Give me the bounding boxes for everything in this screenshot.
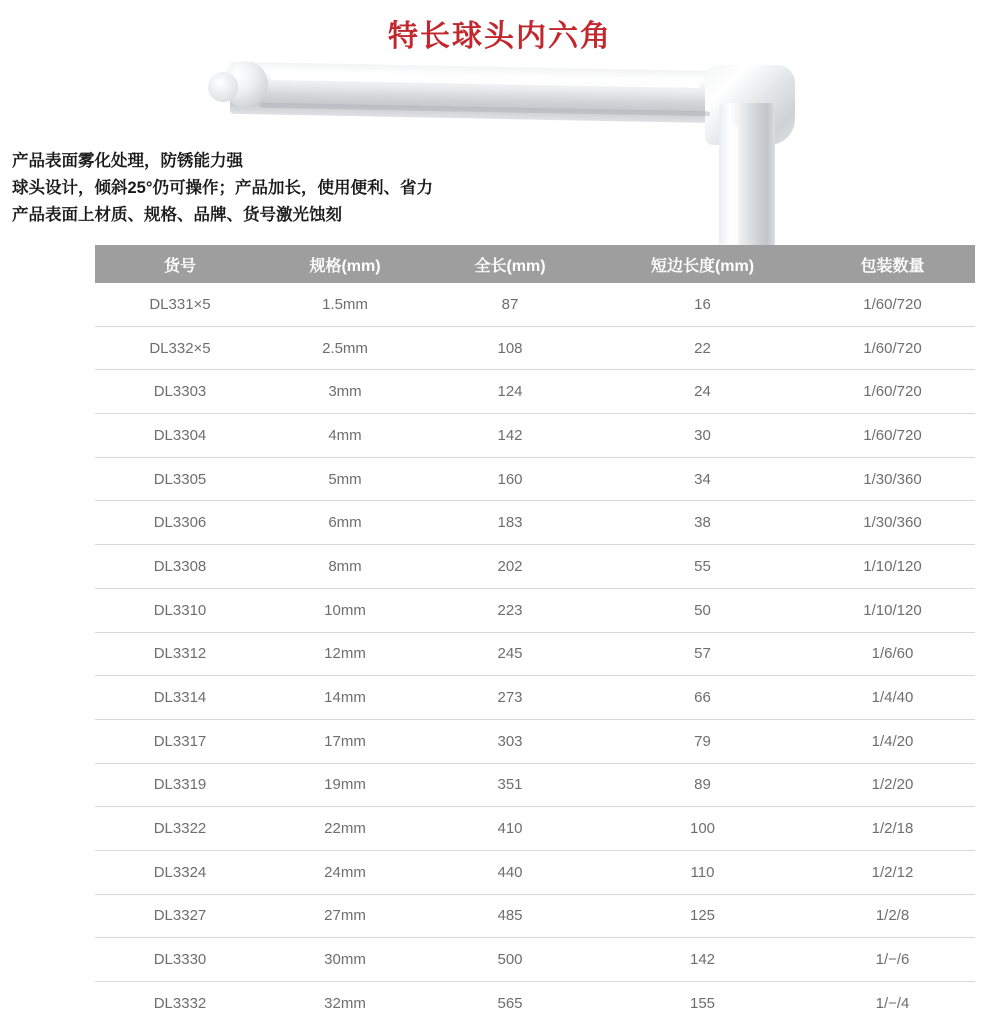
table-row [95, 894, 975, 938]
cell-item-no: DL3319 [95, 763, 265, 807]
cell-spec: 27mm [265, 894, 425, 938]
feature-line-3: 产品表面上材质、规格、品牌、货号激光蚀刻 [12, 206, 342, 224]
cell-spec: 30mm [265, 938, 425, 982]
cell-item-no: DL3327 [95, 894, 265, 938]
cell-short-length: 24 [595, 370, 810, 414]
cell-short-length: 57 [595, 632, 810, 676]
cell-spec: 17mm [265, 719, 425, 763]
cell-total-length: 183 [425, 501, 595, 545]
cell-package-qty: 1/10/120 [810, 588, 975, 632]
cell-total-length: 485 [425, 894, 595, 938]
table-row [95, 763, 975, 807]
cell-total-length: 160 [425, 457, 595, 501]
cell-package-qty: 1/30/360 [810, 457, 975, 501]
cell-short-length: 125 [595, 894, 810, 938]
specification-table [95, 245, 975, 1025]
cell-item-no: DL3312 [95, 632, 265, 676]
cell-item-no: DL3303 [95, 370, 265, 414]
table-row [95, 632, 975, 676]
cell-item-no: DL3324 [95, 850, 265, 894]
table-header-cell: 规格(mm) [265, 245, 425, 283]
cell-short-length: 30 [595, 414, 810, 458]
cell-package-qty: 1/2/20 [810, 763, 975, 807]
cell-item-no: DL3305 [95, 457, 265, 501]
cell-package-qty: 1/30/360 [810, 501, 975, 545]
table-header-cell: 包装数量 [810, 245, 975, 283]
table-row [95, 457, 975, 501]
cell-spec: 12mm [265, 632, 425, 676]
cell-total-length: 223 [425, 588, 595, 632]
cell-spec: 32mm [324, 994, 366, 1012]
cell-package-qty: 1/4/20 [810, 719, 975, 763]
table-row [95, 370, 975, 414]
cell-short-length: 89 [595, 763, 810, 807]
cell-package-qty: 1/2/8 [810, 894, 975, 938]
cell-total-length: 351 [425, 763, 595, 807]
cell-item-no: DL3304 [95, 414, 265, 458]
cell-total-length: 440 [425, 850, 595, 894]
table-body [95, 283, 975, 1025]
cell-item-no: DL331×5 [95, 283, 265, 326]
cell-item-no: DL3314 [95, 676, 265, 720]
cell-total-length: 245 [425, 632, 595, 676]
cell-item-no: DL3317 [95, 719, 265, 763]
cell-spec: 19mm [265, 763, 425, 807]
cell-total-length: 500 [425, 938, 595, 982]
cell-package-qty: 1/60/720 [810, 326, 975, 370]
table-row [95, 850, 975, 894]
table-header-cell: 短边长度(mm) [595, 245, 810, 283]
table-row [95, 545, 975, 589]
feature-line-2: 球头设计，倾斜25°仍可操作；产品加长，使用便利、省力 [12, 179, 433, 197]
wrench-ball-tip-icon [208, 72, 238, 102]
table-header-row [95, 245, 975, 283]
cell-package-qty: 1/60/720 [810, 370, 975, 414]
cell-spec: 5mm [265, 457, 425, 501]
cell-total-length: 303 [425, 719, 595, 763]
cell-total-length: 124 [425, 370, 595, 414]
wrench-short-arm [719, 103, 775, 255]
cell-spec: 24mm [265, 850, 425, 894]
cell-total-length: 108 [425, 326, 595, 370]
cell-spec: 2.5mm [265, 326, 425, 370]
table-header [95, 245, 975, 283]
cell-package-qty: 1/4/40 [810, 676, 975, 720]
table-row [95, 982, 975, 1025]
cell-total-length: 142 [425, 414, 595, 458]
cell-package-qty: 1/2/12 [810, 850, 975, 894]
cell-spec: 6mm [265, 501, 425, 545]
table-row [95, 807, 975, 851]
cell-item-no: DL3330 [95, 938, 265, 982]
table-header-cell: 货号 [95, 245, 265, 283]
table-row [95, 326, 975, 370]
cell-spec: 10mm [265, 588, 425, 632]
wrench-vertical-highlight [730, 125, 738, 247]
table-row [95, 588, 975, 632]
cell-short-length: 55 [595, 545, 810, 589]
cell-short-length: 22 [595, 326, 810, 370]
cell-package-qty: 1/−/4 [875, 994, 910, 1012]
cell-package-qty: 1/2/18 [810, 807, 975, 851]
cell-short-length: 38 [595, 501, 810, 545]
feature-line-1: 产品表面雾化处理，防锈能力强 [12, 152, 243, 170]
cell-package-qty: 1/−/6 [810, 938, 975, 982]
cell-total-length: 565 [497, 994, 523, 1012]
cell-total-length: 410 [425, 807, 595, 851]
cell-package-qty: 1/6/60 [810, 632, 975, 676]
cell-spec: 14mm [265, 676, 425, 720]
cell-package-qty: 1/60/720 [810, 283, 975, 326]
feature-list [12, 148, 433, 229]
table-row [95, 414, 975, 458]
cell-item-no: DL3310 [95, 588, 265, 632]
table-row [95, 719, 975, 763]
cell-package-qty: 1/60/720 [810, 414, 975, 458]
table-header-cell: 全长(mm) [425, 245, 595, 283]
cell-item-no: DL3332 [153, 994, 207, 1012]
cell-short-length: 34 [595, 457, 810, 501]
cell-item-no: DL3308 [95, 545, 265, 589]
table-row [95, 501, 975, 545]
cell-short-length: 50 [595, 588, 810, 632]
cell-spec: 3mm [265, 370, 425, 414]
cell-spec: 4mm [265, 414, 425, 458]
cell-spec: 1.5mm [265, 283, 425, 326]
cell-total-length: 202 [425, 545, 595, 589]
cell-short-length: 155 [689, 994, 716, 1012]
cell-item-no: DL3306 [95, 501, 265, 545]
table-row [95, 676, 975, 720]
cell-short-length: 16 [595, 283, 810, 326]
cell-spec: 22mm [265, 807, 425, 851]
cell-total-length: 273 [425, 676, 595, 720]
cell-total-length: 87 [425, 283, 595, 326]
cell-item-no: DL3322 [95, 807, 265, 851]
cell-item-no: DL332×5 [95, 326, 265, 370]
cell-short-length: 142 [595, 938, 810, 982]
page-title: 特长球头内六角 [388, 20, 612, 53]
cell-short-length: 100 [595, 807, 810, 851]
cell-spec: 8mm [265, 545, 425, 589]
cell-package-qty: 1/10/120 [810, 545, 975, 589]
cell-short-length: 110 [595, 850, 810, 894]
cell-short-length: 79 [595, 719, 810, 763]
cell-short-length: 66 [595, 676, 810, 720]
table-row [95, 938, 975, 982]
table-row [95, 283, 975, 326]
